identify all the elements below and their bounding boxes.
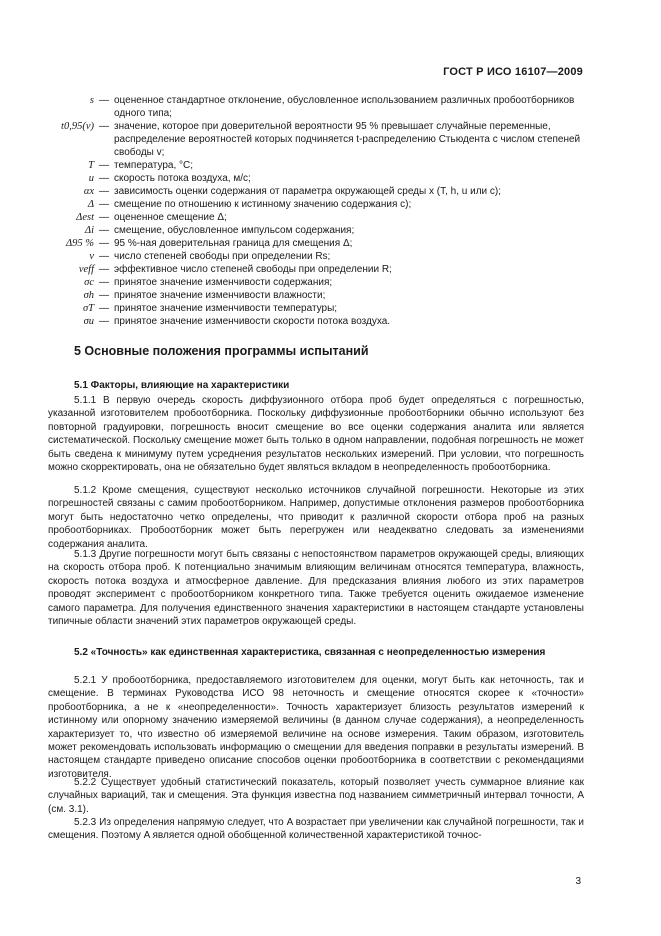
- paragraph-number: 5.2.2: [74, 777, 97, 788]
- symbol-definitions: [44, 94, 584, 328]
- definition-row: veff — эффективное число степеней свободы при определении R;: [44, 263, 584, 276]
- section-5-title: 5 Основные положения программы испытаний: [74, 344, 369, 358]
- paragraph-5-1-3: [48, 548, 584, 628]
- symbol: Δest: [76, 212, 94, 223]
- definition-row: Δi — смещение, обусловленное импульсом содержания;: [44, 224, 584, 237]
- paragraph-5-1-1: [48, 394, 584, 474]
- symbol: Δ: [87, 199, 94, 210]
- symbol: Δi: [84, 225, 94, 236]
- definition-text: число степеней свободы при определении Rs;: [114, 251, 331, 262]
- symbol: σT: [82, 303, 94, 314]
- definition-text: принятое значение изменчивости влажности;: [114, 290, 326, 301]
- definition-text: значение, которое при доверительной вероятности 95 % превышает случайные переменные, распределение вероятностей которых подчиняется t-распределению Стьюдента с числом степеней свободы v;: [114, 121, 581, 158]
- symbol: veff: [78, 264, 94, 275]
- definition-row: σh — принятое значение изменчивости влажности;: [44, 289, 584, 302]
- definition-text: эффективное число степеней свободы при определении R;: [114, 264, 392, 275]
- symbol: σu: [83, 316, 94, 327]
- symbol: t0,95(v): [61, 121, 94, 132]
- definition-text: принятое значение изменчивости скорости потока воздуха.: [114, 316, 391, 327]
- paragraph-text: Из определения напрямую следует, что A возрастает при увеличении как случайной погрешности, так и смещения. Поэтому A является одной обобщенной количественной характеристикой точнос-: [48, 817, 585, 842]
- document-header: ГОСТ Р ИСО 16107—2009: [443, 66, 583, 78]
- definition-row: T — температура, °C;: [44, 159, 584, 172]
- definition-row: Δ95 % — 95 %-ная доверительная граница для смещения Δ;: [44, 237, 584, 250]
- paragraph-5-2-1: [48, 674, 584, 781]
- paragraph-text: Кроме смещения, существуют несколько источников случайной погрешности. Некоторые из этих погрешностей связаны с самим пробоотборником. Например, допустимые отклонения размеров пробоотборника могут быть недостаточно четко определены, что приводит к различной скорости отбора проб на разных пробоотборниках. Пробоотборник может быть перегружен или неадекватно следовать за изменениями содержания аналита.: [48, 485, 585, 550]
- paragraph-5-2-2: [48, 776, 584, 816]
- paragraph-text: У пробоотборника, предоставляемого изготовителем для оценки, могут быть как неточность, так и смещение. В терминах Руководства ИСО 98 неточность и смещение относятся скорее к «точности» пробоотборника, а не к «неопределенности». Точность характеризует близость результатов измерений к истинному или опорному значению измеряемой величины (в данном случае содержания), а неопределенность характеризует то, что известно об измеряемой величине на основе измерения. Таким образом, изготовитель может рекомендовать использовать информацию о смещении для введения поправки в результаты измерений. В настоящем стандарте приведено описание способов оценки пробоотборника в соответствии с рекомендациями изготовителя.: [48, 675, 585, 780]
- definition-text: оцененное стандартное отклонение, обусловленное использованием различных пробоотборников одного типа;: [114, 95, 575, 119]
- definition-text: 95 %-ная доверительная граница для смещения Δ;: [114, 238, 353, 249]
- definition-text: зависимость оценки содержания от параметра окружающей среды x (T, h, u или c);: [114, 186, 501, 197]
- paragraph-number: 5.2.1: [74, 675, 97, 686]
- symbol: u: [88, 173, 94, 184]
- subsection-5-2-title: 5.2 «Точность» как единственная характеристика, связанная с неопределенностью измерения: [74, 647, 546, 658]
- paragraph-number: 5.1.3: [74, 549, 97, 560]
- definition-text: смещение по отношению к истинному значению содержания c);: [114, 199, 412, 210]
- definition-row: Δ — смещение по отношению к истинному значению содержания c);: [44, 198, 584, 211]
- paragraph-5-1-2: [48, 484, 584, 551]
- definition-row: s — оцененное стандартное отклонение, обусловленное использованием различных пробоотборников одного типа;: [44, 94, 584, 120]
- definition-row: u — скорость потока воздуха, м/с;: [44, 172, 584, 185]
- paragraph-5-2-3: [48, 816, 584, 843]
- symbol: s: [89, 95, 94, 106]
- definition-text: температура, °C;: [114, 160, 194, 171]
- definition-text: оцененное смещение Δ;: [114, 212, 227, 223]
- symbol: σc: [84, 277, 94, 288]
- definition-text: принятое значение изменчивости температуры;: [114, 303, 338, 314]
- definition-text: смещение, обусловленное импульсом содержания;: [114, 225, 355, 236]
- definition-row: Δest — оцененное смещение Δ;: [44, 211, 584, 224]
- definition-text: принятое значение изменчивости содержания;: [114, 277, 333, 288]
- paragraph-text: Другие погрешности могут быть связаны с непостоянством параметров окружающей среды, влияющих на скорость отбора проб. К потенциально значимым влияющим величинам относятся температура, влажность, скорость потока воздуха и атмосферное давление. Для предсказания влияния любого из этих параметров проводят эксперимент с пробоотборником конкретного типа. Также требуется оценить ожидаемое изменение самого параметра. Для получения единственного значения характеристики в настоящем стандарте установлены типичные области значений этих параметров окружающей среды.: [48, 549, 584, 628]
- paragraph-number: 5.1.1: [74, 395, 97, 406]
- symbol: T: [88, 160, 94, 171]
- definition-row: σu — принятое значение изменчивости скорости потока воздуха.: [44, 315, 584, 328]
- paragraph-number: 5.2.3: [74, 817, 97, 828]
- symbol: αx: [83, 186, 94, 197]
- subsection-5-1-title: 5.1 Факторы, влияющие на характеристики: [74, 380, 290, 391]
- definition-row: t0,95(v) — значение, которое при доверительной вероятности 95 % превышает случайные переменные, распределение вероятностей которых подчиняется t-распределению Стьюдента с числом степеней свободы v;: [44, 120, 584, 159]
- definition-row: σc — принятое значение изменчивости содержания;: [44, 276, 584, 289]
- symbol: Δ95 %: [65, 238, 94, 249]
- definition-row: αx — зависимость оценки содержания от параметра окружающей среды x (T, h, u или c);: [44, 185, 584, 198]
- definition-text: скорость потока воздуха, м/с;: [114, 173, 251, 184]
- page-number: 3: [575, 876, 581, 887]
- definition-row: v — число степеней свободы при определении Rs;: [44, 250, 584, 263]
- paragraph-text: Существует удобный статистический показатель, который позволяет учесть суммарное влияние как случайных вариаций, так и смещения. Эта функция известна под названием симметричный интервал точности, A (см. 3.1).: [48, 777, 585, 815]
- symbol: v: [89, 251, 94, 262]
- definition-row: σT — принятое значение изменчивости температуры;: [44, 302, 584, 315]
- paragraph-text: В первую очередь скорость диффузионного отбора проб будет определяться с погрешностью, указанной изготовителем пробоотборника. Поскольку диффузионные пробоотборники обычно используют без повторной градуировки, погрешность вносит смещение во все оценки содержания аналита или является систематической. Поскольку смещение может быть только в одном направлении, подобная погрешность не может быть сведена к минимуму путем усреднения результатов нескольких измерений. При условии, что погрешность можно скорректировать, она не обязательно будет являться вкладом в неопределенность пробоотборника.: [48, 395, 584, 474]
- paragraph-number: 5.1.2: [74, 485, 97, 496]
- symbol: σh: [83, 290, 94, 301]
